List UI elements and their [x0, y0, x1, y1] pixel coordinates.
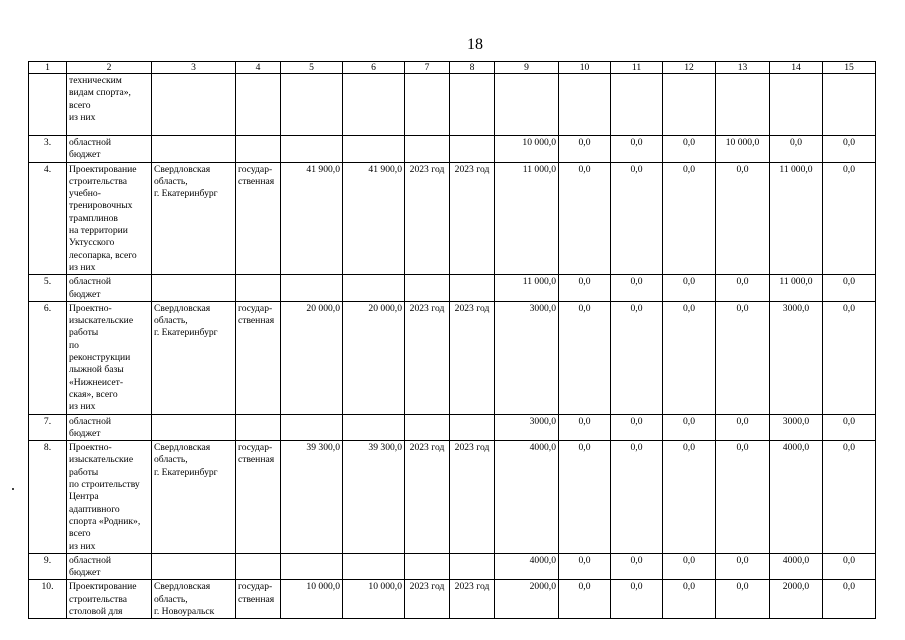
table-cell-col-7: 2023 год: [405, 580, 450, 619]
table-cell-col-13: 0,0: [716, 414, 770, 441]
table-cell-col-2: областной бюджет: [67, 275, 152, 302]
table-cell-col-11: 0,0: [611, 162, 663, 275]
table-cell-col-5: 39 300,0: [281, 441, 343, 554]
table-cell-col-13: 0,0: [716, 580, 770, 619]
table-cell-col-3: Свердловская область, г. Екатеринбург: [152, 162, 236, 275]
table-cell-col-3: [152, 553, 236, 580]
table-cell-col-12: 0,0: [663, 136, 716, 163]
table-cell-col-7: [405, 553, 450, 580]
table-row: [29, 553, 876, 580]
table-cell-col-6: 41 900,0: [343, 162, 405, 275]
table-cell-col-5: 10 000,0: [281, 580, 343, 619]
table-cell-col-1: 9.: [29, 553, 67, 580]
table-cell-col-14: 0,0: [770, 136, 823, 163]
column-number: 9: [495, 62, 559, 74]
table-cell-col-12: 0,0: [663, 301, 716, 414]
table-cell-col-11: 0,0: [611, 136, 663, 163]
table-cell-col-6: [343, 553, 405, 580]
column-number: 11: [611, 62, 663, 74]
table-cell-col-12: 0,0: [663, 580, 716, 619]
table-row: [29, 162, 876, 275]
column-number: 14: [770, 62, 823, 74]
table-cell-col-9: 3000,0: [495, 301, 559, 414]
table-cell-col-11: [611, 74, 663, 136]
table-cell-col-10: 0,0: [559, 580, 611, 619]
table-row: [29, 414, 876, 441]
table-cell-col-15: 0,0: [823, 136, 876, 163]
table-cell-col-4: государ- ственная: [236, 580, 281, 619]
table-cell-col-4: государ- ственная: [236, 441, 281, 554]
table-cell-col-6: [343, 74, 405, 136]
table-cell-col-7: [405, 275, 450, 302]
table-cell-col-6: [343, 136, 405, 163]
table-row: [29, 580, 876, 619]
table-cell-col-11: 0,0: [611, 414, 663, 441]
column-number: 15: [823, 62, 876, 74]
table-cell-col-7: 2023 год: [405, 162, 450, 275]
column-number: 10: [559, 62, 611, 74]
table-cell-col-15: 0,0: [823, 414, 876, 441]
table-cell-col-15: 0,0: [823, 553, 876, 580]
table-cell-col-4: [236, 74, 281, 136]
table-cell-col-5: 41 900,0: [281, 162, 343, 275]
table-cell-col-12: 0,0: [663, 162, 716, 275]
table-row: [29, 136, 876, 163]
table-cell-col-7: [405, 74, 450, 136]
column-number: 1: [29, 62, 67, 74]
table-cell-col-8: [450, 136, 495, 163]
table-cell-col-5: [281, 275, 343, 302]
table-cell-col-1: 10.: [29, 580, 67, 619]
table-cell-col-2: Проектно- изыскательские работы по строительству Центра адаптивного спорта «Родник», всего из них: [67, 441, 152, 554]
table-cell-col-12: 0,0: [663, 275, 716, 302]
table-cell-col-10: 0,0: [559, 275, 611, 302]
table-cell-col-1: 4.: [29, 162, 67, 275]
table-cell-col-11: 0,0: [611, 441, 663, 554]
table-cell-col-8: [450, 414, 495, 441]
table-cell-col-1: [29, 74, 67, 136]
column-number: 2: [67, 62, 152, 74]
table-cell-col-3: [152, 74, 236, 136]
table-cell-col-14: [770, 74, 823, 136]
table-cell-col-13: [716, 74, 770, 136]
table-cell-col-1: 3.: [29, 136, 67, 163]
table-cell-col-9: [495, 74, 559, 136]
table-cell-col-10: 0,0: [559, 136, 611, 163]
table-cell-col-14: 4000,0: [770, 441, 823, 554]
table-cell-col-4: [236, 414, 281, 441]
table-cell-col-15: [823, 74, 876, 136]
table-cell-col-10: 0,0: [559, 414, 611, 441]
table-cell-col-4: государ- ственная: [236, 301, 281, 414]
table-cell-col-7: 2023 год: [405, 301, 450, 414]
table-cell-col-15: 0,0: [823, 441, 876, 554]
column-number: 13: [716, 62, 770, 74]
table-body: [29, 74, 876, 619]
column-number: 6: [343, 62, 405, 74]
table-row: [29, 301, 876, 414]
table-cell-col-7: 2023 год: [405, 441, 450, 554]
table-cell-col-13: 0,0: [716, 301, 770, 414]
table-cell-col-7: [405, 136, 450, 163]
table-cell-col-10: [559, 74, 611, 136]
table-cell-col-12: 0,0: [663, 414, 716, 441]
table-cell-col-5: 20 000,0: [281, 301, 343, 414]
table-cell-col-9: 4000,0: [495, 553, 559, 580]
table-cell-col-9: 10 000,0: [495, 136, 559, 163]
table-cell-col-4: [236, 136, 281, 163]
table-cell-col-8: [450, 74, 495, 136]
table-cell-col-11: 0,0: [611, 301, 663, 414]
table-cell-col-6: 20 000,0: [343, 301, 405, 414]
table-cell-col-5: [281, 553, 343, 580]
table-cell-col-9: 4000,0: [495, 441, 559, 554]
column-number: 5: [281, 62, 343, 74]
table-cell-col-14: 3000,0: [770, 414, 823, 441]
table-cell-col-3: [152, 414, 236, 441]
table-cell-col-8: [450, 275, 495, 302]
column-number: 4: [236, 62, 281, 74]
table-cell-col-3: Свердловская область, г. Екатеринбург: [152, 441, 236, 554]
table-cell-col-3: [152, 136, 236, 163]
scan-speck: [12, 488, 14, 490]
table-cell-col-14: 11 000,0: [770, 162, 823, 275]
table-cell-col-15: 0,0: [823, 162, 876, 275]
table-cell-col-5: [281, 74, 343, 136]
table-cell-col-2: областной бюджет: [67, 553, 152, 580]
table-cell-col-11: 0,0: [611, 553, 663, 580]
table-cell-col-3: [152, 275, 236, 302]
table-cell-col-2: областной бюджет: [67, 136, 152, 163]
table-row: [29, 74, 876, 136]
table-cell-col-4: [236, 275, 281, 302]
table-cell-col-1: 6.: [29, 301, 67, 414]
table-cell-col-2: областной бюджет: [67, 414, 152, 441]
column-number: 8: [450, 62, 495, 74]
table-cell-col-13: 0,0: [716, 162, 770, 275]
table-cell-col-9: 11 000,0: [495, 275, 559, 302]
table-cell-col-4: [236, 553, 281, 580]
column-number: 7: [405, 62, 450, 74]
column-number-row: [29, 62, 876, 74]
table-cell-col-13: 0,0: [716, 275, 770, 302]
table-cell-col-2: Проектирование строительства столовой для: [67, 580, 152, 619]
table-cell-col-7: [405, 414, 450, 441]
table-cell-col-8: 2023 год: [450, 441, 495, 554]
table-cell-col-12: 0,0: [663, 441, 716, 554]
table-row: [29, 441, 876, 554]
table-cell-col-10: 0,0: [559, 301, 611, 414]
table-cell-col-1: 7.: [29, 414, 67, 441]
table-cell-col-4: государ- ственная: [236, 162, 281, 275]
column-number: 12: [663, 62, 716, 74]
table-cell-col-14: 3000,0: [770, 301, 823, 414]
table-cell-col-13: 0,0: [716, 553, 770, 580]
table-cell-col-1: 5.: [29, 275, 67, 302]
table-cell-col-6: [343, 414, 405, 441]
table-cell-col-14: 4000,0: [770, 553, 823, 580]
table-cell-col-10: 0,0: [559, 553, 611, 580]
table-cell-col-11: 0,0: [611, 580, 663, 619]
table-cell-col-9: 11 000,0: [495, 162, 559, 275]
table-row: [29, 275, 876, 302]
table-cell-col-5: [281, 136, 343, 163]
table-cell-col-9: 3000,0: [495, 414, 559, 441]
table-cell-col-13: 0,0: [716, 441, 770, 554]
budget-table: [28, 61, 876, 619]
page-number: 18: [467, 36, 483, 53]
table-cell-col-11: 0,0: [611, 275, 663, 302]
table-cell-col-10: 0,0: [559, 441, 611, 554]
column-number: 3: [152, 62, 236, 74]
table-cell-col-8: [450, 553, 495, 580]
table-cell-col-15: 0,0: [823, 580, 876, 619]
table-cell-col-3: Свердловская область, г. Екатеринбург: [152, 301, 236, 414]
table-cell-col-9: 2000,0: [495, 580, 559, 619]
table-cell-col-2: Проектно- изыскательские работы по реконструкции лыжной базы «Нижнеисет- ская», всего из них: [67, 301, 152, 414]
table-cell-col-8: 2023 год: [450, 301, 495, 414]
table-cell-col-15: 0,0: [823, 275, 876, 302]
table-cell-col-12: 0,0: [663, 553, 716, 580]
table-cell-col-10: 0,0: [559, 162, 611, 275]
table-cell-col-1: 8.: [29, 441, 67, 554]
table-cell-col-8: 2023 год: [450, 580, 495, 619]
table-cell-col-5: [281, 414, 343, 441]
table-cell-col-15: 0,0: [823, 301, 876, 414]
table-cell-col-6: 10 000,0: [343, 580, 405, 619]
table-cell-col-14: 11 000,0: [770, 275, 823, 302]
table-cell-col-13: 10 000,0: [716, 136, 770, 163]
table-cell-col-14: 2000,0: [770, 580, 823, 619]
table-cell-col-2: техническим видам спорта», всего из них: [67, 74, 152, 136]
table-cell-col-3: Свердловская область, г. Новоуральск: [152, 580, 236, 619]
table-cell-col-12: [663, 74, 716, 136]
table-cell-col-8: 2023 год: [450, 162, 495, 275]
table-cell-col-6: [343, 275, 405, 302]
table-cell-col-6: 39 300,0: [343, 441, 405, 554]
table-cell-col-2: Проектирование строительства учебно- тренировочных трамплинов на территории Уктусского лесопарка, всего из них: [67, 162, 152, 275]
